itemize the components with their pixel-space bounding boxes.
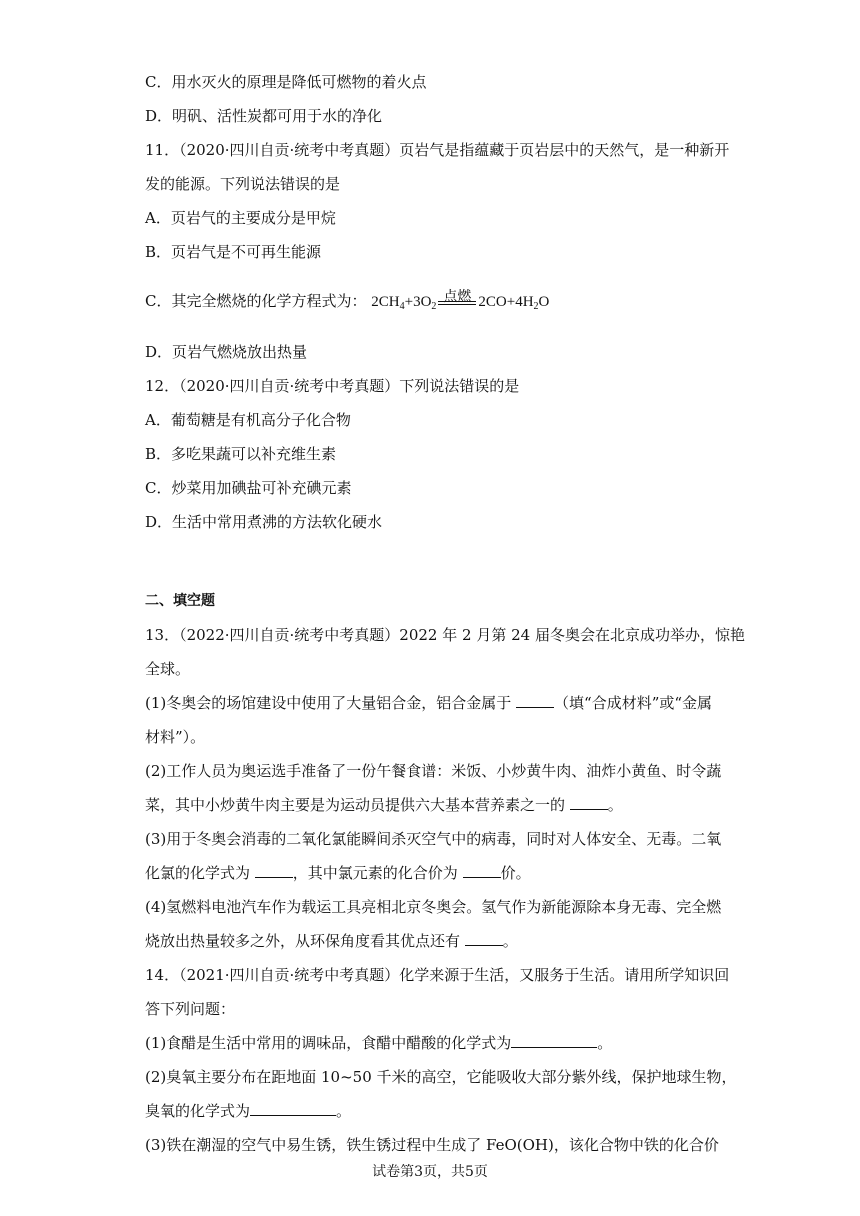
answer-blank[interactable] xyxy=(463,862,501,878)
q12-option-b: B．多吃果蔬可以补充维生素 xyxy=(145,445,337,463)
q13-stem-line1: 13．（2022·四川自贡·统考中考真题）2022 年 2 月第 24 届冬奥会在北京成功举办，惊艳 xyxy=(145,626,745,644)
q11-option-c xyxy=(145,290,549,318)
condition-text: 点燃 xyxy=(443,290,472,305)
combustion-equation xyxy=(371,290,550,312)
q11-option-d: D．页岩气燃烧放出热量 xyxy=(145,343,308,361)
q14-part2-line2: 臭氧的化学式为 。 xyxy=(145,1102,352,1120)
q13-part3-line2: 化氯的化学式为 ，其中氯元素的化合价为 价。 xyxy=(145,864,531,882)
q14-part3-line1: (3)铁在潮湿的空气中易生锈，铁生锈过程中生成了 FeO(OH)，该化合物中铁的化合价 xyxy=(145,1136,719,1154)
q13-part2-line1: (2)工作人员为奥运选手准备了一份午餐食谱：米饭、小炒黄牛肉、油炸小黄鱼、时令蔬 xyxy=(145,762,722,780)
q13-part2-line2: 菜，其中小炒黄牛肉主要是为运动员提供六大基本营养素之一的 。 xyxy=(145,796,623,814)
answer-blank[interactable] xyxy=(570,794,608,810)
answer-blank[interactable] xyxy=(250,1100,336,1116)
q10-option-d: D．明矾、活性炭都可用于水的净化 xyxy=(145,107,383,125)
q13-part1-line2: 材料”）。 xyxy=(145,728,206,746)
q14-part1: (1)食醋是生活中常用的调味品，食醋中醋酸的化学式为 。 xyxy=(145,1034,613,1052)
q11-option-c-prefix: C．其完全燃烧的化学方程式为： xyxy=(145,292,367,310)
q14-stem-line1: 14．（2021·四川自贡·统考中考真题）化学来源于生活，又服务于生活。请用所学知识回 xyxy=(145,966,730,984)
answer-blank[interactable] xyxy=(511,1032,597,1048)
q13-stem-line2: 全球。 xyxy=(145,660,191,678)
reactant-o2: $+3O_2$ xyxy=(404,294,437,312)
q12-stem: 12．（2020·四川自贡·统考中考真题）下列说法错误的是 xyxy=(145,377,520,395)
q13-part4-line2: 烧放出热量较多之外，从环保角度看其优点还有 。 xyxy=(145,932,518,950)
answer-blank[interactable] xyxy=(516,692,554,708)
reactant-ch4: $2CH_4$ xyxy=(371,294,405,312)
q10-option-c: C．用水灭火的原理是降低可燃物的着火点 xyxy=(145,73,427,91)
answer-blank[interactable] xyxy=(255,862,293,878)
page-footer: 试卷第3页，共5页 xyxy=(372,1164,488,1180)
answer-blank[interactable] xyxy=(465,930,503,946)
q11-stem-line1: 11．（2020·四川自贡·统考中考真题）页岩气是指蕴藏于页岩层中的天然气，是一种新开 xyxy=(145,141,730,159)
q13-part1-line1: (1)冬奥会的场馆建设中使用了大量铝合金，铝合金属于 （填“合成材料”或“金属 xyxy=(145,694,713,712)
q12-option-d: D．生活中常用煮沸的方法软化硬水 xyxy=(145,513,383,531)
section-title-fill-in: 二、填空题 xyxy=(145,593,215,609)
q13-part3-line1: (3)用于冬奥会消毒的二氧化氯能瞬间杀灭空气中的病毒，同时对人体安全、无毒。二氧 xyxy=(145,830,722,848)
q11-option-a: A．页岩气的主要成分是甲烷 xyxy=(145,209,336,227)
q12-option-c: C．炒菜用加碘盐可补充碘元素 xyxy=(145,479,352,497)
q11-stem-line2: 发的能源。下列说法错误的是 xyxy=(145,175,341,193)
q13-part4-line1: (4)氢燃料电池汽车作为载运工具亮相北京冬奥会。氢气作为新能源除本身无毒、完全燃 xyxy=(145,898,722,916)
q14-part2-line1: (2)臭氧主要分布在距地面 10~50 千米的高空，它能吸收大部分紫外线，保护地球生物， xyxy=(145,1068,737,1086)
q12-option-a: A．葡萄糖是有机高分子化合物 xyxy=(145,411,351,429)
q11-option-b: B．页岩气是不可再生能源 xyxy=(145,243,322,261)
products: $2CO+4H_2O$ xyxy=(478,294,550,312)
q14-stem-line2: 答下列问题： xyxy=(145,1000,236,1018)
